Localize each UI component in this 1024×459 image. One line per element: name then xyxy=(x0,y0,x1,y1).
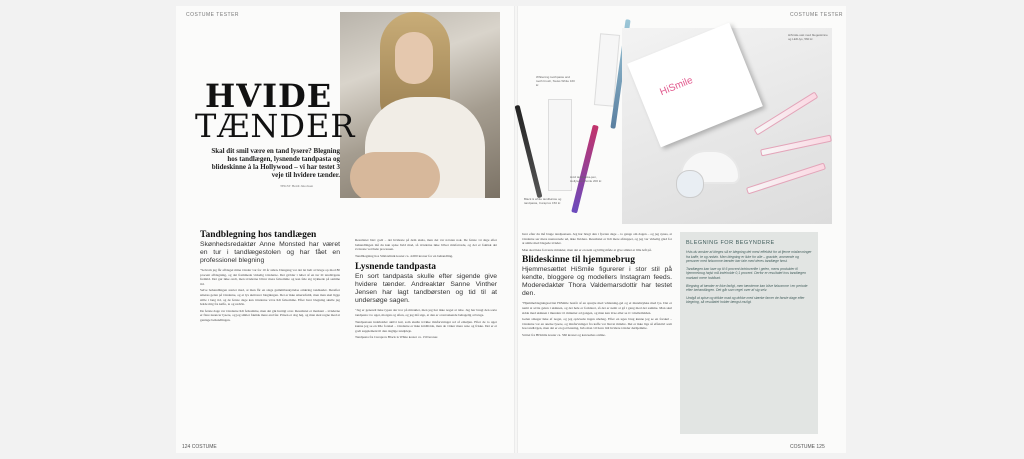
body-paragraph: Man skal ikke forvente mirakler, men det er en nem og billig måde at give smilet et lille løft på. xyxy=(522,247,652,252)
led-light-icon xyxy=(676,170,704,198)
product-caption: Hvid tandpasta-pen, Hollywood Smile 200 kr. xyxy=(570,175,603,183)
sidebar-paragraph: Undgå at spise og drikke mad og drikke med stærke farver de første dage efter blegning, så resultatet holder længst muligt. xyxy=(686,295,805,305)
article-lead: Skal dit smil være en tand lysere? Blegning hos tandlægen, lysnende tandpasta og blideskinne à la Hollywood – vi har testet 3 veje til hvidere tænder. xyxy=(211,147,340,179)
body-paragraph: hver efter du må bruge tandpastaen. Jeg har brugt den i fjorten dage – to gange om dagen – og jeg synes, at tænderne ser mere nuancerede ud, ikke hvidere. Resultatet er lidt mere afslappet, og jeg var virkelig glad for at smile med blegede tænder. xyxy=(522,232,672,246)
body-paragraph: "Hjemmeblegningssættet HiSmile består af en sprøjte med whitening-gel og et mundstykke med lys. Det er nemt at sætte gelen i skinnen, og det hele er forklaret, så det er nemt at gå i gang med det samme. Man skal sidde med skinnen i munden i ti minutter ad gangen, og man kan læse eller se tv i mellemtiden. xyxy=(522,301,672,315)
article-title-line1: HVIDE xyxy=(205,77,333,115)
kit-caption: HiSmile-sæt med blegeskinne og LED-lys, 560 kr. xyxy=(788,33,828,41)
whitening-pen-icon xyxy=(571,125,599,214)
body-paragraph: Selve behandlingen starter med, at man får en slags gummibeskyttelse omkring tandkødet. Derefter smøres gelen på tænderne, og et lys aktiverer blegningen. Det er ikke smertefuldt, men man skal ligge stille i lang tid, og de første dage kan tænderne være lidt følsomme. Efter hver blegning skulle jeg holde mig fra kaffe, te og rødvin. xyxy=(200,288,340,307)
section-heading-tray: Blideskinne til hjemmebrug xyxy=(522,255,635,266)
sidebar-paragraph: Tandlægen kan lave op til 6 procent brintoverilte i gelen, mens produkter til hjemmebrug højst må indeholde 0,1 procent. Derfor er resultatet hos tandlægen markant mere holdbart. xyxy=(686,266,806,280)
body-paragraph: Tandpastaen indeholder aktivt kul, som skulle trække misfarvninger ud af emaljen. Efter de to uger kunne jeg se en lille forskel – tænderne er ikke kridhvide, men de virker mere rene og friske. Det er et godt supplement til den daglige tandpleje. xyxy=(355,319,497,333)
body-paragraph: "Jeg er generelt ikke typen der tror på mirakler, men jeg har ikke noget at tabe. Jeg har brugt den sorte tandpasta i to uger, morgen og aften, og jeg må sige, at den er overraskende behagelig at bruge. xyxy=(355,308,497,317)
hismile-logo: HiSmile xyxy=(658,75,695,99)
body-paragraph: "Selvom jeg får afbleget mine tænder var for 10 år siden. Dengang var det let helt at bruge op mod 80 procent afblegning, og det fremmede virkelig tænderne. Det gælder i løbet af en tur til tandlægens fremtid. Det gør ikke ondt, men tænderne bliver mere følsomme og kan føle sig trykkede på samme tid. xyxy=(200,268,340,286)
model-face xyxy=(395,32,433,84)
product-photo-toothpaste xyxy=(522,14,616,224)
body-paragraph: Sættet fra HiSmile koster ca. 560 kroner og kan købes online. xyxy=(522,332,606,337)
section-heading-dentist: Tandblegning hos tandlægen xyxy=(200,230,317,240)
product-caption: Black & white tandbørste og tandpasta, Curaprox 150 kr. xyxy=(524,197,562,205)
body-paragraph: Gelen smager ikke af noget, og jeg oplevede ingen ubehag. Efter en uges brug kunne jeg se en forskel – tænderne var en anelse lysere, og misfarvninger fra kaffe var blevet mindre. Det er ikke lige så effektivt som hos tandlægen, men det er en god løsning, hvis man vil have lidt hvidere tænder derhjemme. xyxy=(522,317,672,331)
toothpaste-tube-black-white xyxy=(548,99,572,191)
sidebar-paragraph: Hvis du ønsker at bleges så er blegning det mest effektivt for at fjerne misfarvninger fra kaffe, te og rødvin. Men blegning er ikke for alle – gravide, ammende og personer med følsomme tænder bør tale med deres tandlæge først. xyxy=(686,250,812,264)
left-column-1 xyxy=(200,230,340,325)
article-title-line2: TÆNDER xyxy=(195,107,356,145)
left-column-2 xyxy=(355,238,497,342)
model-photo xyxy=(340,12,500,198)
product-caption: Whitening toothpaste and tooth brush, Swiss White 160 kr. xyxy=(536,75,575,87)
body-paragraph: Tandpasta fra Curaprox Black is White koster ca. 150 kroner. xyxy=(355,335,439,340)
left-folio: 124 COSTUME xyxy=(182,444,217,450)
body-paragraph: Resultatet blev godt – det hvideste på dem skala, men det var næsten nok. De første 14 dage efter behandlingen må du kun spise hvid mad, så tænderne ikke bliver misfarvede, og det er faktisk det sværeste ved hele processen. xyxy=(355,238,497,252)
body-paragraph: De første dage var tænderne lidt følsomme, men det gik hurtigt over. Resultatet er markant – tænderne er flere nuancer lysere, og jeg smiler faktisk mere end før. Prisen er dog høj, og man skal regne med at gentage behandlingen. xyxy=(200,308,340,322)
sidebar-paragraph: Blegning af tænder er ikke farligt, men tænderne kan blive følsomme i en periode efter behandlingen. Det går som regel over af sig selv. xyxy=(686,283,808,293)
right-column xyxy=(522,232,672,340)
page-gutter xyxy=(514,6,518,453)
right-folio: COSTUME 125 xyxy=(790,444,825,450)
section-heading-toothpaste: Lysnende tandpasta xyxy=(355,262,437,273)
sidebar-text xyxy=(686,250,812,308)
left-running-header: COSTUME TESTER xyxy=(186,12,240,18)
sidebar-title: BLEGNING FOR BEGYNDERE xyxy=(686,240,775,246)
section-deck-toothpaste: En sort tandpasta skulle efter sigende give hvidere tænder. Andreaktør Sanne Vinther Jensen har lagt tandbørsten og tid til at undersøge sagen. xyxy=(355,273,497,305)
section-deck-dentist: Skønhedsredaktør Anne Monsted har været en tur i tandlægestolen og har fået en professionel blegning xyxy=(200,241,340,264)
body-paragraph: Tandblegning hos Smil-klinik koster ca. 4.000 kroner for en behandling. xyxy=(355,253,454,258)
section-deck-tray: Hjemmesættet HiSmile figurerer i stor stil på kendte, bloggere og modellers Instagram feeds. Moderedaktør Thora Valdemarsdottir har testet den. xyxy=(522,266,672,298)
right-running-header: COSTUME TESTER xyxy=(790,12,844,18)
model-legs xyxy=(350,152,440,198)
article-credit: TEKST Heidi Jakobsen xyxy=(280,184,314,188)
